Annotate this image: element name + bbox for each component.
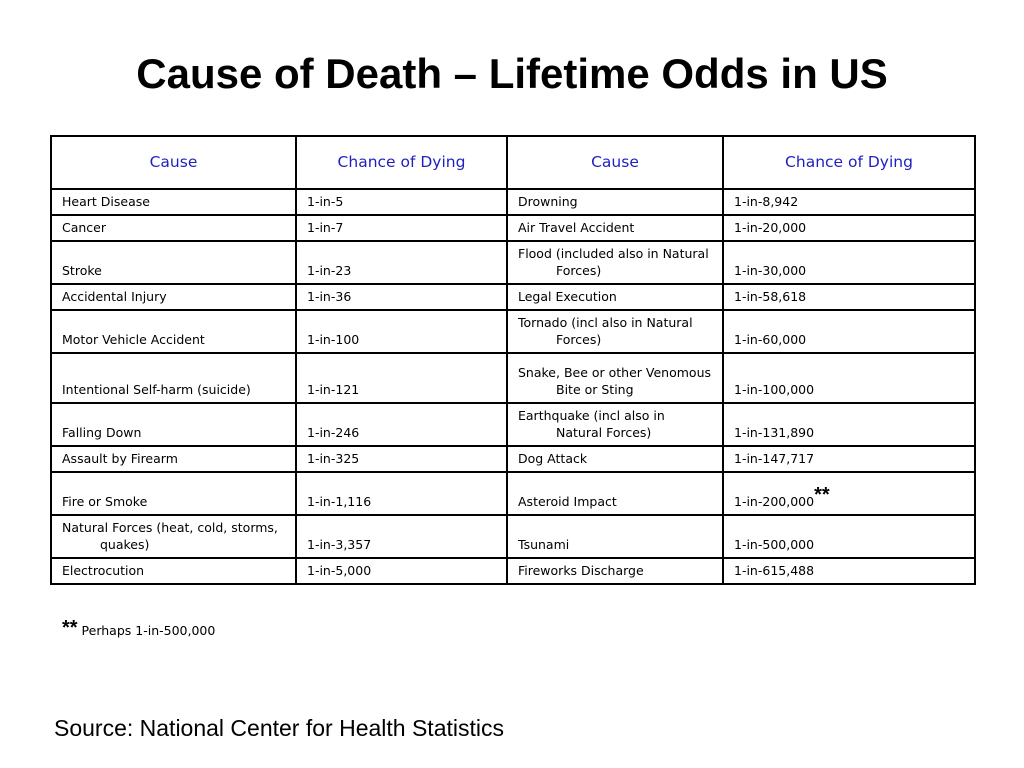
cause-text: Snake, Bee or other Venomous Bite or Sting (518, 365, 712, 397)
cause-text: Flood (included also in Natural Forces) (518, 246, 709, 278)
odds-cell (723, 472, 975, 515)
odds-cell: 1-in-5,000 (296, 558, 507, 584)
cause-cell: Motor Vehicle Accident (51, 310, 296, 353)
table-row (51, 515, 975, 558)
odds-cell: 1-in-246 (296, 403, 507, 446)
cause-cell: Asteroid Impact (507, 472, 723, 515)
cause-cell (507, 403, 723, 446)
odds-cell: 1-in-23 (296, 241, 507, 284)
cause-cell: Assault by Firearm (51, 446, 296, 472)
footnote (62, 617, 215, 640)
cause-cell: Falling Down (51, 403, 296, 446)
cause-cell: Electrocution (51, 558, 296, 584)
table-row (51, 215, 975, 241)
odds-cell: 1-in-7 (296, 215, 507, 241)
cause-text: Tornado (incl also in Natural Forces) (518, 315, 693, 347)
odds-cell: 1-in-1,116 (296, 472, 507, 515)
cause-cell: Fireworks Discharge (507, 558, 723, 584)
cause-cell: Fire or Smoke (51, 472, 296, 515)
table-row (51, 241, 975, 284)
odds-cell: 1-in-20,000 (723, 215, 975, 241)
cause-cell (507, 310, 723, 353)
cause-cell: Intentional Self-harm (suicide) (51, 353, 296, 403)
odds-value: 1-in-200,000 (734, 494, 815, 509)
odds-cell: 1-in-8,942 (723, 189, 975, 215)
header-cause-right: Cause (507, 136, 723, 189)
odds-cell: 1-in-30,000 (723, 241, 975, 284)
cause-cell (51, 515, 296, 558)
header-chance-left: Chance of Dying (296, 136, 507, 189)
cause-cell: Accidental Injury (51, 284, 296, 310)
cause-cell: Legal Execution (507, 284, 723, 310)
table-row (51, 472, 975, 515)
asteroid-footnote-marker: ** (814, 484, 830, 506)
table-header-row (51, 136, 975, 189)
odds-cell: 1-in-3,357 (296, 515, 507, 558)
table-row (51, 558, 975, 584)
odds-cell: 1-in-325 (296, 446, 507, 472)
cause-cell: Stroke (51, 241, 296, 284)
cause-cell: Heart Disease (51, 189, 296, 215)
table-row (51, 284, 975, 310)
cause-text: Earthquake (incl also in Natural Forces) (518, 408, 665, 440)
odds-cell: 1-in-131,890 (723, 403, 975, 446)
odds-table (50, 135, 976, 585)
footnote-marker: ** (62, 617, 78, 639)
cause-cell (507, 241, 723, 284)
odds-cell: 1-in-5 (296, 189, 507, 215)
cause-cell: Air Travel Accident (507, 215, 723, 241)
source-citation: Source: National Center for Health Statistics (54, 715, 504, 741)
cause-text: Natural Forces (heat, cold, storms, quakes) (62, 520, 278, 552)
odds-cell: 1-in-58,618 (723, 284, 975, 310)
odds-cell: 1-in-36 (296, 284, 507, 310)
header-chance-right: Chance of Dying (723, 136, 975, 189)
cause-cell: Drowning (507, 189, 723, 215)
odds-cell: 1-in-100,000 (723, 353, 975, 403)
odds-cell: 1-in-60,000 (723, 310, 975, 353)
cause-cell (507, 353, 723, 403)
slide-title: Cause of Death – Lifetime Odds in US (136, 50, 888, 97)
odds-cell: 1-in-147,717 (723, 446, 975, 472)
footnote-text: Perhaps 1-in-500,000 (77, 623, 216, 638)
cause-cell: Dog Attack (507, 446, 723, 472)
header-cause-left: Cause (51, 136, 296, 189)
odds-cell: 1-in-121 (296, 353, 507, 403)
cause-cell: Tsunami (507, 515, 723, 558)
table-row (51, 189, 975, 215)
cause-cell: Cancer (51, 215, 296, 241)
odds-cell: 1-in-100 (296, 310, 507, 353)
table-row (51, 310, 975, 353)
table-row (51, 446, 975, 472)
odds-cell: 1-in-615,488 (723, 558, 975, 584)
table-row (51, 403, 975, 446)
odds-cell: 1-in-500,000 (723, 515, 975, 558)
table-row (51, 353, 975, 403)
